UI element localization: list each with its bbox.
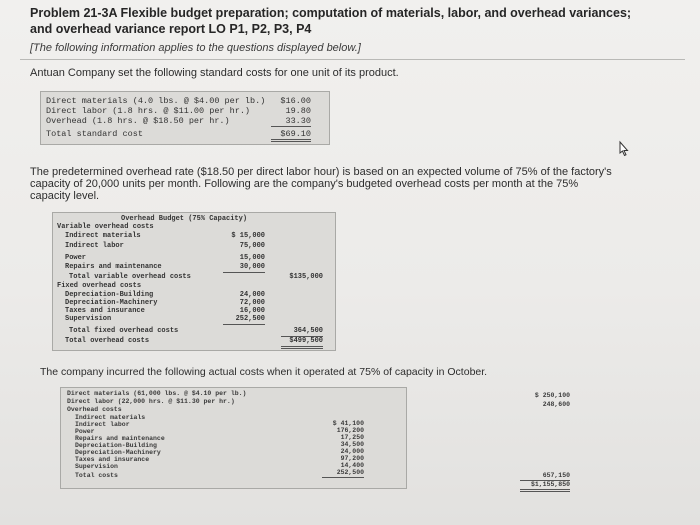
budget-item-value: 72,000 xyxy=(239,299,265,307)
budget-item-label: Indirect materials xyxy=(65,232,141,240)
divider xyxy=(20,59,685,60)
actual-overhead-total: 657,150 xyxy=(520,472,570,481)
overhead-total-label: Total overhead costs xyxy=(65,337,150,345)
std-row-label: Overhead (1.8 hrs. @ $18.50 per hr.) xyxy=(46,116,230,126)
intro-text: Antuan Company set the following standard costs for one unit of its product. xyxy=(30,67,399,79)
actual-total-value: $1,155,850 xyxy=(520,481,570,492)
actual-item-value: 17,250 xyxy=(340,434,364,441)
actual-item-value: 176,200 xyxy=(336,427,364,434)
budget-item-label: Depreciation-Machinery xyxy=(65,299,158,307)
actual-total-label: Total costs xyxy=(75,472,118,479)
budget-item-value: 252,500 xyxy=(223,315,265,325)
actual-item-value: 34,500 xyxy=(340,441,364,448)
std-row-value: 33.30 xyxy=(271,116,311,127)
budget-item-label: Taxes and insurance xyxy=(65,307,145,315)
actual-item-value: 97,200 xyxy=(340,455,364,462)
actual-item-value: 24,000 xyxy=(340,448,364,455)
actual-item-label: Depreciation-Building xyxy=(75,442,157,449)
actual-item-label: Repairs and maintenance xyxy=(75,435,165,442)
overhead-budget-table xyxy=(52,212,336,351)
budget-heading: Overhead Budget (75% Capacity) xyxy=(121,215,248,223)
std-row-value: $16.00 xyxy=(280,96,311,106)
actual-row-label: Direct materials (61,000 lbs. @ $4.10 per lb.) xyxy=(67,390,247,397)
actual-costs-paragraph: The company incurred the following actual costs when it operated at 75% of capacity in October. xyxy=(40,366,488,378)
actual-item-value: 14,400 xyxy=(340,462,364,469)
overhead-total-value: $499,500 xyxy=(281,337,323,349)
std-row-label: Direct materials (4.0 lbs. @ $4.00 per lb.) xyxy=(46,96,266,106)
actual-item-label: Indirect labor xyxy=(75,421,130,428)
budget-item-label: Depreciation-Building xyxy=(65,291,154,299)
problem-title: Problem 21-3A Flexible budget preparation; computation of materials, labor, and overhead variances; and overhead variance report LO P1, P2, P3, P4 xyxy=(30,6,632,36)
budget-item-label: Repairs and maintenance xyxy=(65,263,162,271)
actual-row-value: 248,600 xyxy=(542,401,570,408)
std-total-label: Total standard cost xyxy=(46,129,143,139)
actual-item-label: Supervision xyxy=(75,463,118,470)
budget-item-value: $ 15,000 xyxy=(231,232,265,240)
fixed-total-label: Total fixed overhead costs xyxy=(69,327,179,335)
std-row-value: 19.80 xyxy=(285,106,311,116)
budget-item-value: 15,000 xyxy=(239,254,265,262)
actual-item-label: Taxes and insurance xyxy=(75,456,150,463)
budget-item-label: Indirect labor xyxy=(65,242,124,250)
actual-item-value: $ 41,100 xyxy=(332,420,364,427)
actual-item-label: Power xyxy=(75,428,95,435)
actual-row-label: Direct labor (22,000 hrs. @ $11.30 per hr.) xyxy=(67,398,235,405)
actual-item-label: Indirect materials xyxy=(75,414,146,421)
info-note: [The following information applies to the questions displayed below.] xyxy=(30,42,361,54)
actual-item-value: 252,500 xyxy=(322,469,364,478)
budget-item-value: 16,000 xyxy=(239,307,265,315)
overhead-costs-heading: Overhead costs xyxy=(67,406,122,413)
standard-cost-table xyxy=(40,91,330,145)
fixed-total-value: 364,500 xyxy=(281,327,323,337)
actual-item-label: Depreciation-Machinery xyxy=(75,449,161,456)
overhead-rate-paragraph: The predetermined overhead rate ($18.50 per direct labor hour) is based on an expected volume of 75% of the factory's capacity of 20,000 units per month. Following are the company's budgeted overhead costs per month at the 75% capacity level. xyxy=(30,166,612,202)
budget-item-value: 24,000 xyxy=(239,291,265,299)
std-row-label: Direct labor (1.8 hrs. @ $11.00 per hr.) xyxy=(46,106,251,116)
budget-item-value: 75,000 xyxy=(239,242,265,250)
budget-item-label: Supervision xyxy=(65,315,112,323)
budget-item-value: 30,000 xyxy=(223,263,265,273)
variable-total-label: Total variable overhead costs xyxy=(69,273,191,281)
variable-heading: Variable overhead costs xyxy=(57,223,154,231)
budget-item-label: Power xyxy=(65,254,87,262)
fixed-heading: Fixed overhead costs xyxy=(57,282,142,290)
variable-total-value: $135,000 xyxy=(289,273,323,281)
std-total-value: $69.10 xyxy=(271,129,311,142)
actual-row-value: $ 250,100 xyxy=(534,392,570,399)
mouse-pointer-icon xyxy=(616,140,632,160)
